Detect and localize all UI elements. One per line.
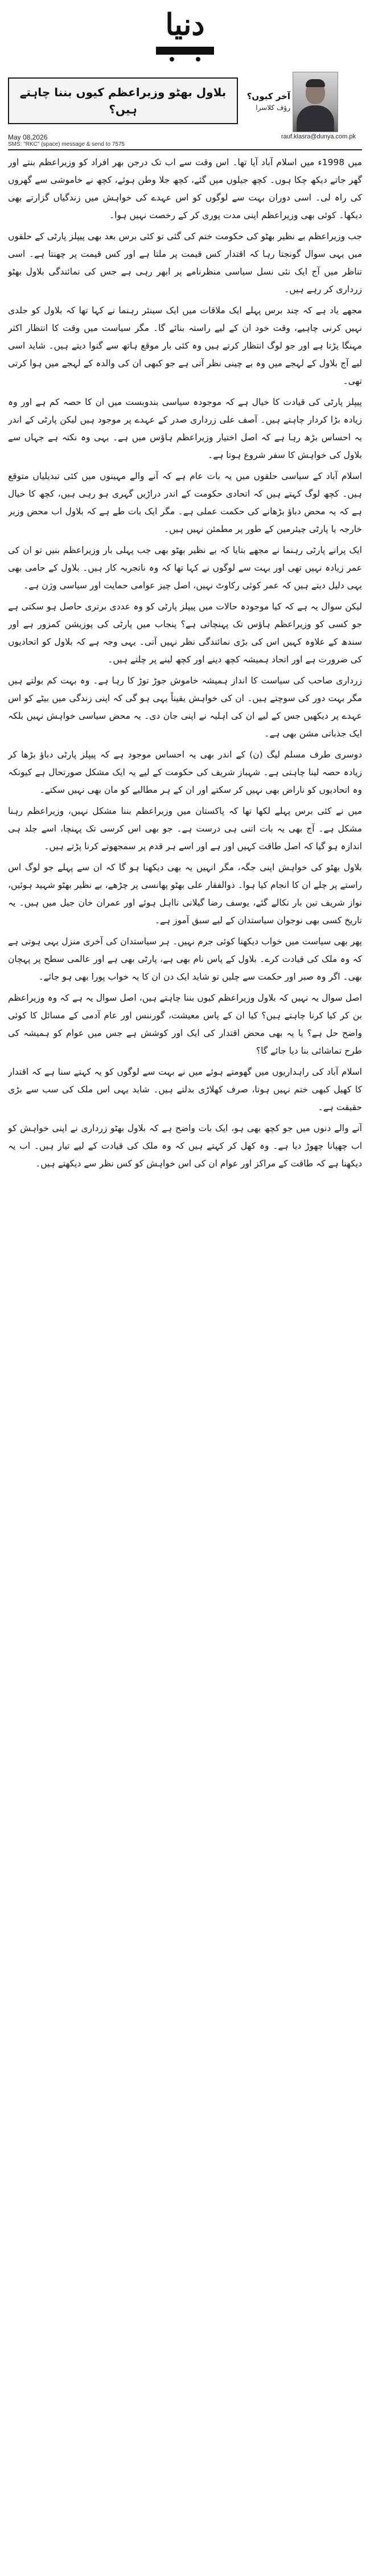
headline-box — [8, 77, 238, 124]
article-paragraph: پیپلز پارٹی کی قیادت کا خیال ہے کہ موجودہ سیاسی بندوبست میں ان کا حصہ کم ہے اور وہ زیادہ بڑا کردار چاہتے ہیں۔ آصف علی زرداری صدر کے عہدے پر موجود ہیں لیکن پارٹی کے اندر یہ احساس بڑھ رہا ہے کہ اصل اختیار وزیراعظم ہاؤس میں ہے۔ یہی وہ نکتہ ہے جہاں سے بلاول کی خواہش کا سفر شروع ہوتا ہے۔ — [8, 397, 362, 460]
sms-instructions: SMS: "RKC" (space) message & send to 7575 — [8, 141, 125, 148]
photo-body-shape — [297, 105, 334, 132]
article-paragraph: اصل سوال یہ نہیں کہ بلاول وزیراعظم کیوں بننا چاہتے ہیں، اصل سوال یہ ہے کہ وہ وزیراعظم بن کر کیا کرنا چاہتے ہیں؟ کیا ان کے پاس معیشت، گورننس اور عام آدمی کے مسائل کا کوئی واضح حل ہے؟ یا یہ بھی محض اقتدار کی ایک اور کوشش ہے جس میں عوام کو ہمیشہ کی طرح تماشائی بنا دیا جائے گا؟ — [8, 993, 362, 1056]
article-paragraph: دوسری طرف مسلم لیگ (ن) کے اندر بھی یہ احساس موجود ہے کہ پیپلز پارٹی دباؤ بڑھا کر زیادہ حصہ لینا چاہتی ہے۔ شہباز شریف کی حکومت کے لیے یہ ایک مشکل صورتحال ہے کیونکہ وہ اتحادیوں کو ناراض بھی نہیں کر سکتے اور ان کے ہر مطالبے کو مان بھی نہیں سکتے۔ — [8, 750, 362, 795]
article-body — [8, 154, 362, 2569]
article-paragraph: لیکن سوال یہ ہے کہ کیا موجودہ حالات میں پیپلز پارٹی کو وہ عددی برتری حاصل ہو سکتی ہے جو کسی کو وزیراعظم ہاؤس تک پہنچاتی ہے؟ پنجاب میں پارٹی کی پوزیشن کمزور ہے اور سندھ کے علاوہ کہیں اس کی بڑی نمائندگی نظر نہیں آتی۔ یہی وجہ ہے کہ بلاول کو اتحادیوں کی ضرورت ہے اور اتحاد ہمیشہ کچھ دینے اور کچھ لینے پر چلتے ہیں۔ — [8, 601, 362, 665]
logo-dot-icon — [170, 57, 174, 62]
article-paragraph: زرداری صاحب کی سیاست کا انداز ہمیشہ خاموش جوڑ توڑ کا رہا ہے۔ وہ بہت کم بولتے ہیں مگر بہت دور کی سوچتے ہیں۔ ان کی خواہش یقیناً یہی ہو گی کہ اپنی زندگی میں بیٹے کو اس عہدے پر دیکھیں جس کے لیے ان کی اہلیہ نے اپنی جان دی۔ یہ محض سیاسی خواہش نہیں بلکہ ایک جذباتی مشن بھی ہے۔ — [8, 675, 362, 739]
article-paragraph: اسلام آباد کی راہداریوں میں گھومتے ہوئے میں نے بہت سے لوگوں کو یہ کہتے سنا ہے کہ اقتدار کا کھیل کبھی ختم نہیں ہوتا، صرف کھلاڑی بدلتے ہیں۔ شاید یہی اس ملک کی سب سے بڑی حقیقت ہے۔ — [8, 1067, 362, 1112]
column-name: آخر کیوں؟ — [246, 91, 290, 101]
logo-bar — [156, 47, 214, 55]
photo-hair-shape — [306, 79, 325, 87]
article-paragraph: آنے والے دنوں میں جو کچھ بھی ہو، ایک بات واضح ہے کہ بلاول بھٹو زرداری نے اپنی خواہش کو اب چھپانا چھوڑ دیا ہے۔ وہ کھل کر کہتے ہیں کہ وہ ملک کی قیادت کے لیے تیار ہیں۔ اب یہ دیکھنا ہے کہ طاقت کے مراکز اور عوام ان کی اس خواہش کو کس نظر سے دیکھتے ہیں۔ — [8, 1123, 362, 1169]
logo-text: دنیا — [165, 7, 205, 42]
column-author: رؤف کلاسرا — [256, 104, 290, 112]
article-paragraph: میں نے کئی برس پہلے لکھا تھا کہ پاکستان میں وزیراعظم بننا مشکل نہیں، وزیراعظم رہنا مشکل ہے۔ آج بھی یہ بات اتنی ہی درست ہے۔ جو بھی اس کرسی تک پہنچا، اسے جلد ہی اندازہ ہو گیا کہ اصل طاقت کہیں اور ہے اور اسے ہر قدم پر سمجھوتے کرنا پڑتے ہیں۔ — [8, 806, 362, 851]
article-paragraph: اسلام آباد کے سیاسی حلقوں میں یہ بات عام ہے کہ آنے والے مہینوں میں کئی تبدیلیاں متوقع ہیں۔ کچھ لوگ کہتے ہیں کہ اتحادی حکومت کے اندر دراڑیں گہری ہو رہی ہیں، کچھ کا خیال ہے کہ یہ محض دباؤ بڑھانے کی حکمت عملی ہے۔ مگر ایک بات طے ہے کہ بلاول اب محض وزیر خارجہ یا پارٹی چیئرمین کے طور پر مطمئن نہیں ہیں۔ — [8, 471, 362, 534]
article-paragraph: جب وزیراعظم بے نظیر بھٹو کی حکومت ختم کی گئی تو کئی برس بعد بھی پیپلز پارٹی کے حلقوں میں یہی سوال گونجتا رہا کہ اقتدار کس قیمت پر ملتا ہے اور کس قیمت پر چھنتا ہے۔ اسی تناظر میں آج ایک نئی نسل سیاسی منظرنامے پر ابھر رہی ہے جس کی نمائندگی بلاول بھٹو زرداری کر رہے ہیں۔ — [8, 231, 362, 294]
article-paragraph: میں 1998ء میں اسلام آباد آیا تھا۔ اس وقت سے اب تک درجن بھر افراد کو وزیراعظم بنتے اور گھر جاتے دیکھ چکا ہوں۔ کچھ جیلوں میں گئے، کچھ جلا وطن ہوئے، کچھ نے خاموشی سے گھروں کی راہ لی۔ اسی دوران بہت سے لوگوں کو اس عہدے کی خواہش میں زندگیاں گزارتے بھی دیکھا۔ کوئی بھی وزیراعظم اپنی مدت پوری کر کے رخصت نہیں ہوا۔ — [8, 157, 362, 220]
article-paragraph: ایک پرانے پارٹی رہنما نے مجھے بتایا کہ بے نظیر بھٹو بھی جب پہلی بار وزیراعظم بنیں تو ان کی عمر زیادہ نہیں تھی اور بہت سے لوگوں نے کہا تھا کہ وہ ناتجربہ کار ہیں۔ بلاول کے حامی بھی یہی دلیل دیتے ہیں کہ عمر کوئی رکاوٹ نہیں، اصل چیز عوامی حمایت اور سیاسی وژن ہے۔ — [8, 545, 362, 591]
article-paragraph: مجھے یاد ہے کہ چند برس پہلے ایک ملاقات میں ایک سینئر رہنما نے کہا تھا کہ بلاول کو جلدی نہیں کرنی چاہیے، وقت خود ان کے لیے راستہ بنائے گا۔ مگر سیاست میں وقت کا انتظار اکثر مہنگا پڑتا ہے اور جو لوگ انتظار کرتے ہیں وہ کئی بار موقع ہاتھ سے گنوا دیتے ہیں۔ شاید اسی لیے آج بلاول کے لہجے میں وہ بے چینی نظر آتی ہے جو کبھی ان کی والدہ کے لہجے میں ہوا کرتی تھی۔ — [8, 305, 362, 386]
author-photo — [293, 72, 338, 132]
article-paragraph: بلاول بھٹو کی خواہش اپنی جگہ، مگر انہیں یہ بھی دیکھنا ہو گا کہ ان سے پہلے جو لوگ اس راستے پر چلے ان کا انجام کیا ہوا۔ ذوالفقار علی بھٹو پھانسی پر چڑھے، بے نظیر بھٹو شہید ہوئیں، نواز شریف تین بار نکالے گئے، یوسف رضا گیلانی نااہل ہوئے اور عمران خان جیل میں ہیں۔ یہ تاریخ کسی بھی نوجوان سیاستدان کے لیے سبق آموز ہے۔ — [8, 862, 362, 925]
masthead — [0, 0, 370, 67]
publish-date: May 08,2026 — [8, 133, 48, 141]
logo-dot-icon — [196, 57, 200, 62]
newspaper-logo[interactable] — [153, 5, 217, 63]
column-header — [8, 69, 362, 150]
headline: بلاول بھٹو وزیراعظم کیوں بننا چاہتے ہیں؟ — [19, 85, 227, 116]
article-paragraph: پھر بھی سیاست میں خواب دیکھنا کوئی جرم نہیں۔ ہر سیاستدان کی آخری منزل یہی ہوتی ہے کہ وہ ملک کی قیادت کرے۔ بلاول کے پاس نام بھی ہے، پارٹی بھی ہے اور عالمی سطح پر پہچان بھی۔ اگر وہ صبر اور حکمت سے چلیں تو شاید ایک دن ان کا یہ خواب پورا بھی ہو جائے۔ — [8, 936, 362, 982]
header-divider — [8, 149, 362, 150]
author-email[interactable]: rauf.klasra@dunya.com.pk — [281, 133, 356, 140]
